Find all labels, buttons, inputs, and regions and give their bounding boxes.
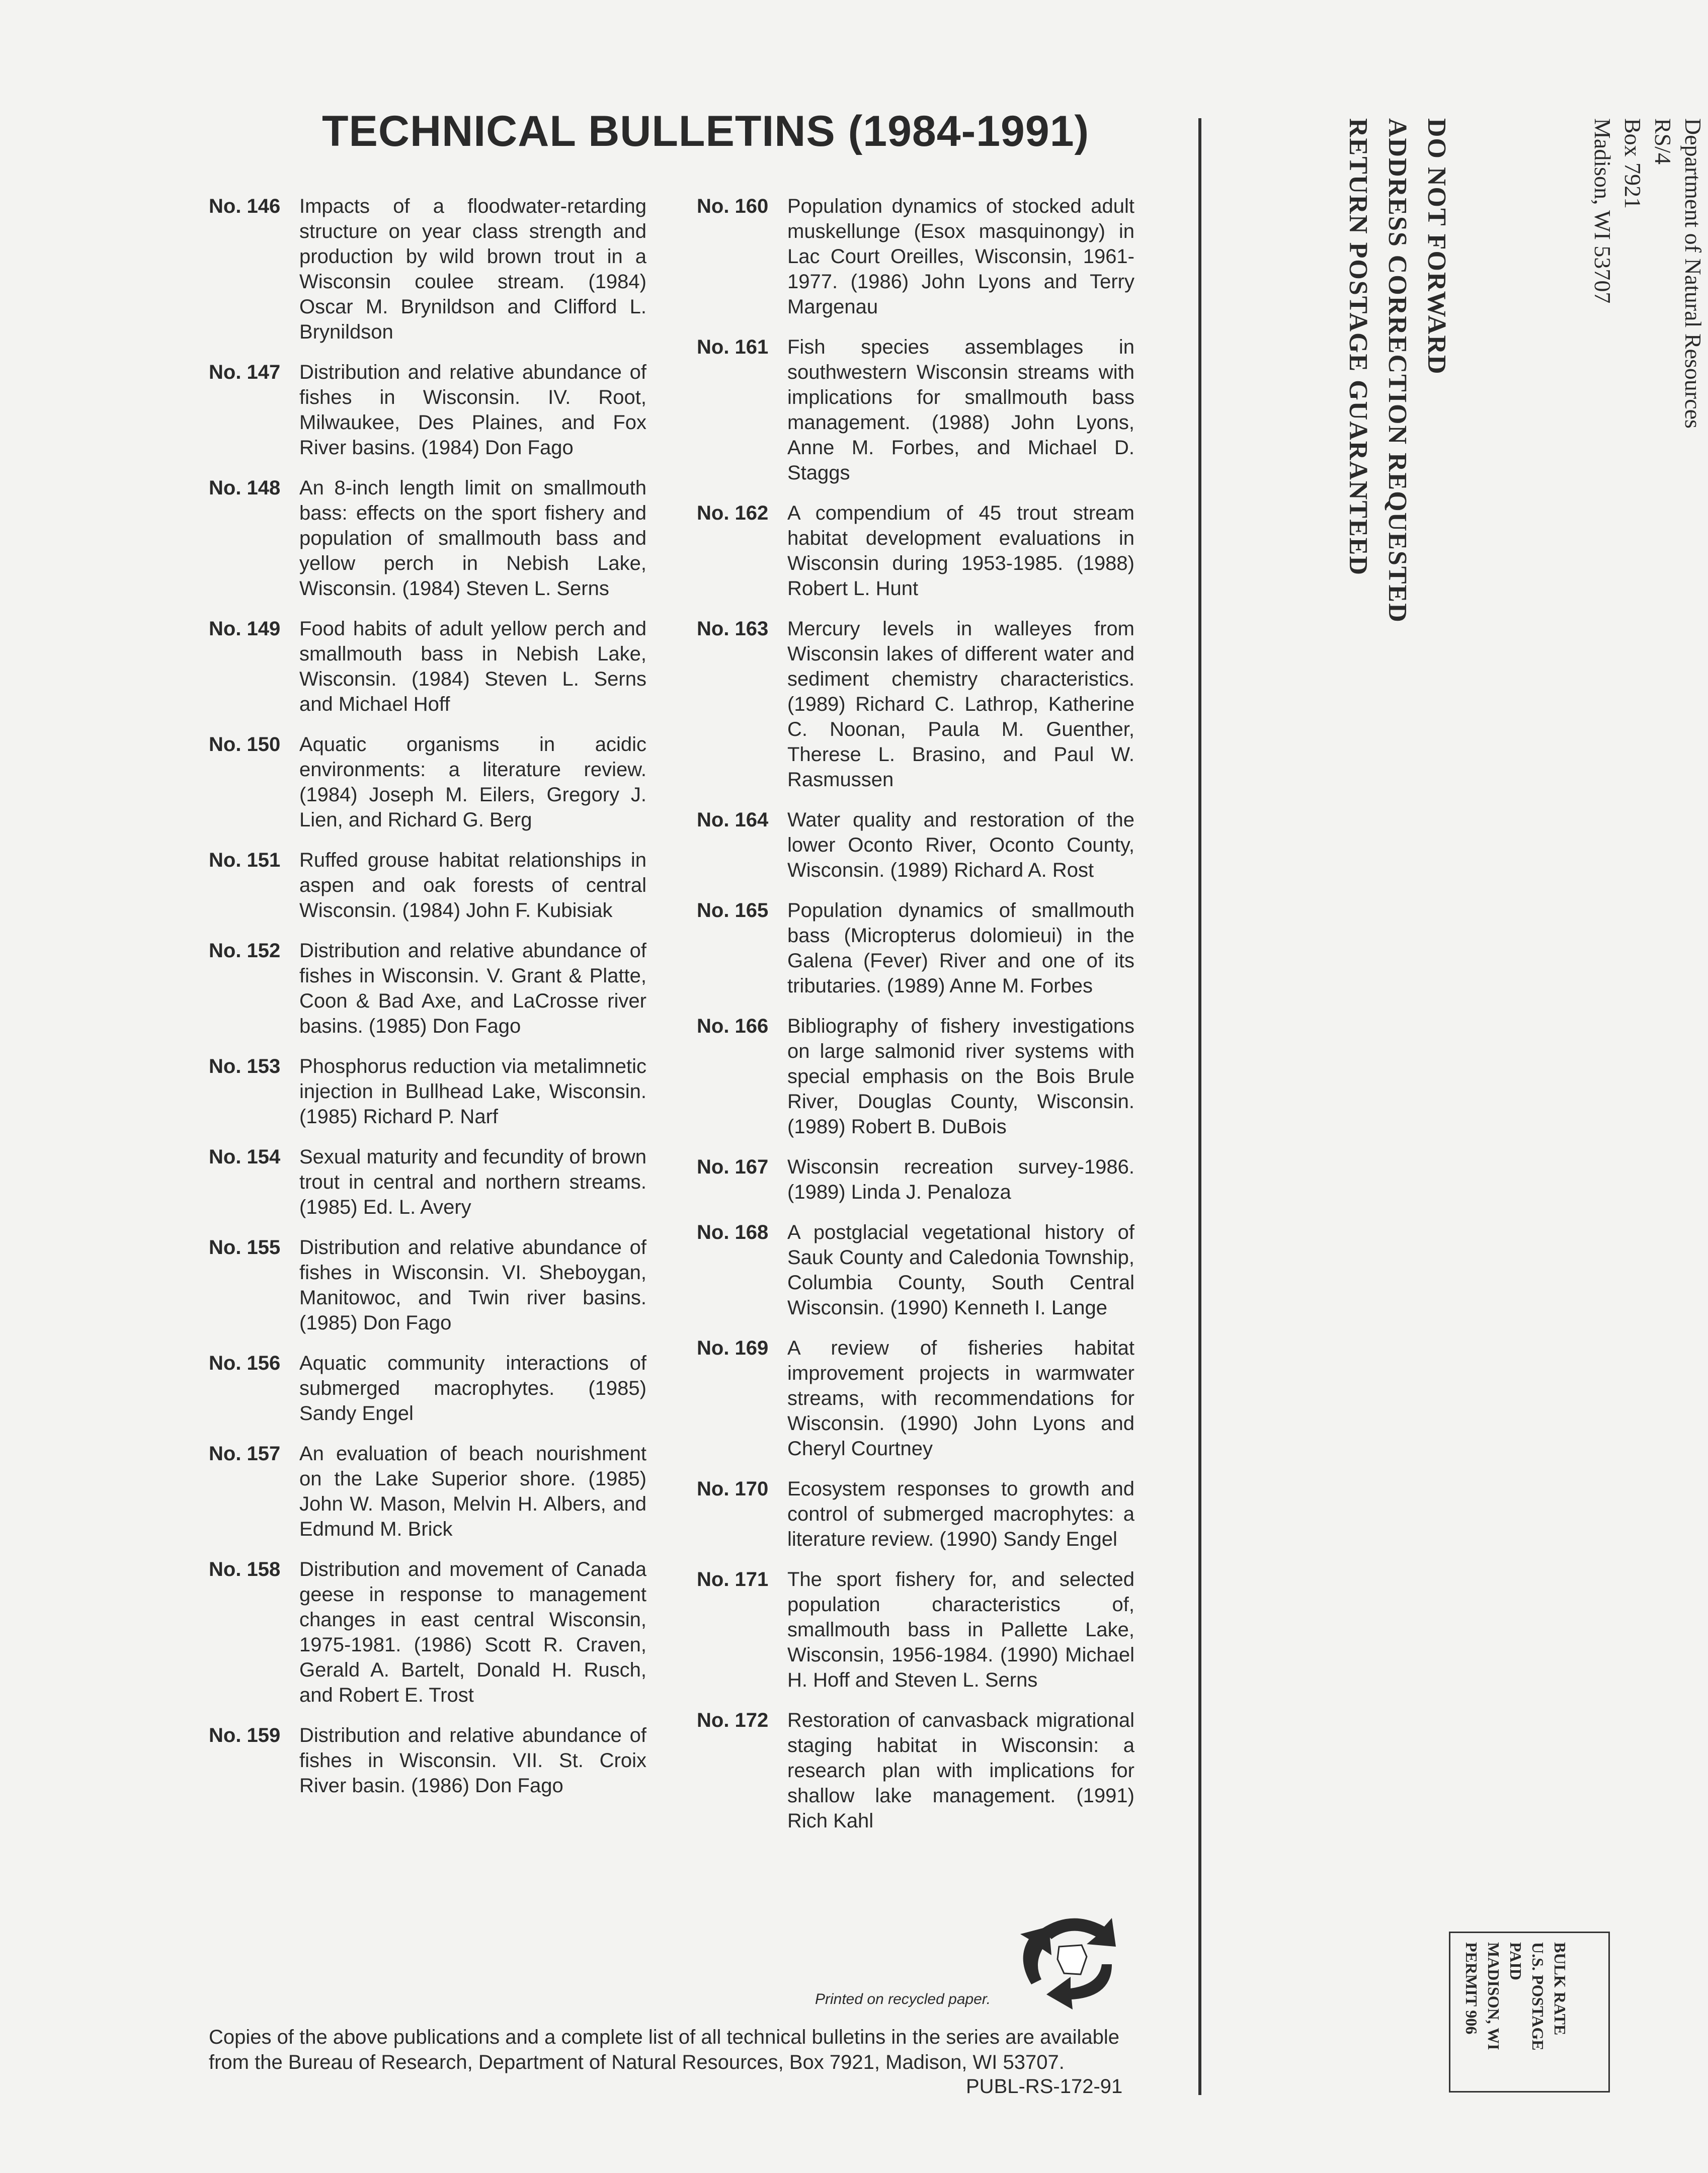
bulletin-entry	[697, 1154, 1134, 1205]
bulletin-number: No. 166	[697, 1015, 769, 1037]
bulletin-list-left	[209, 194, 646, 1813]
stamp-line: BULK RATE	[1551, 1942, 1569, 2036]
bulletin-entry	[209, 194, 646, 345]
bulletin-number: No. 162	[697, 502, 769, 524]
bulletin-entry	[697, 1220, 1134, 1320]
bulletin-description: Population dynamics of smallmouth bass (Micropterus dolomieui) in the Galena (Fever) River and one of its tributaries. (1989) Anne M. Forbes	[787, 899, 1134, 997]
bulletin-description: Sexual maturity and fecundity of brown trout in central and northern streams. (1985) Ed. L. Avery	[299, 1146, 646, 1218]
stamp-line: MADISON, WI	[1485, 1942, 1503, 2050]
bulletin-entry	[209, 1351, 646, 1426]
bulletin-number: No. 168	[697, 1221, 769, 1243]
bulletin-description: Distribution and relative abundance of fishes in Wisconsin. V. Grant & Platte, Coon & Bad Axe, and LaCrosse river basins. (1985) Don Fago	[299, 940, 646, 1037]
bulletin-description: An evaluation of beach nourishment on the Lake Superior shore. (1985) John W. Mason, Melvin H. Albers, and Edmund M. Brick	[299, 1443, 646, 1540]
publication-id: PUBL-RS-172-91	[966, 2075, 1123, 2098]
bulletin-entry	[209, 1235, 646, 1335]
stamp-line: PAID	[1507, 1942, 1525, 1980]
vertical-divider	[1198, 118, 1201, 2095]
bulletin-description: Aquatic community interactions of submerged macrophytes. (1985) Sandy Engel	[299, 1352, 646, 1425]
bulletin-number: No. 152	[209, 940, 281, 962]
bulletin-description: Mercury levels in walleyes from Wisconsin lakes of different water and sediment chemistry characteristics. (1989) Richard C. Lathrop, Katherine C. Noonan, Paula M. Guenther, Therese L. Brasino, and Paul W. Rasmussen	[787, 618, 1134, 791]
bulletin-description: Food habits of adult yellow perch and smallmouth bass in Nebish Lake, Wisconsin. (1984) Steven L. Serns and Michael Hoff	[299, 618, 646, 715]
bulletin-number: No. 147	[209, 361, 281, 383]
bulletin-list-right	[697, 194, 1134, 1849]
bulletin-number: No. 172	[697, 1709, 769, 1731]
bulletin-description: Impacts of a floodwater-retarding structure on year class strength and production by wild brown trout in a Wisconsin coulee stream. (1984) Oscar M. Brynildson and Clifford L. Brynildson	[299, 195, 646, 343]
bulletin-description: Population dynamics of stocked adult muskellunge (Esox masquinongy) in Lac Court Oreilles, Wisconsin, 1961-1977. (1986) John Lyons and Terry Margenau	[787, 195, 1134, 318]
bulletin-entry	[209, 1441, 646, 1542]
bulletin-entry	[697, 1708, 1134, 1833]
stamp-line: PERMIT 906	[1462, 1942, 1481, 2035]
bulletin-entry	[209, 732, 646, 832]
bulletin-number: No. 154	[209, 1146, 281, 1168]
page-title: TECHNICAL BULLETINS (1984-1991)	[322, 107, 1090, 155]
bulletin-number: No. 150	[209, 733, 281, 756]
bulletin-description: A compendium of 45 trout stream habitat development evaluations in Wisconsin during 1953-1985. (1988) Robert L. Hunt	[787, 502, 1134, 600]
bulletin-number: No. 156	[209, 1352, 281, 1374]
bulletin-number: No. 151	[209, 849, 281, 871]
bulletin-number: No. 171	[697, 1568, 769, 1591]
bulletin-entry	[697, 335, 1134, 485]
bulletin-number: No. 169	[697, 1337, 769, 1359]
bulletin-number: No. 159	[209, 1724, 281, 1746]
bulletin-entry	[697, 807, 1134, 883]
bulletin-number: No. 163	[697, 618, 769, 640]
bulletin-number: No. 148	[209, 477, 281, 499]
bulletin-number: No. 161	[697, 336, 769, 358]
bulletin-description: Distribution and relative abundance of fishes in Wisconsin. VI. Sheboygan, Manitowoc, and Twin river basins. (1985) Don Fago	[299, 1236, 646, 1334]
bulletin-entry	[697, 1476, 1134, 1552]
postage-stamp	[1449, 1932, 1610, 2093]
bulletin-entry	[209, 475, 646, 601]
bulletin-description: A postglacial vegetational history of Sauk County and Caledonia Township, Columbia County, South Central Wisconsin. (1990) Kenneth I. Lange	[787, 1221, 1134, 1319]
bulletin-entry	[697, 1014, 1134, 1139]
bulletin-description: Restoration of canvasback migrational staging habitat in Wisconsin: a research plan with implications for shallow lake management. (1991) Rich Kahl	[787, 1709, 1134, 1832]
return-address	[1587, 118, 1708, 429]
bulletin-entry	[697, 500, 1134, 601]
bulletin-number: No. 170	[697, 1478, 769, 1500]
bulletin-number: No. 158	[209, 1558, 281, 1580]
bulletin-entry	[209, 1557, 646, 1708]
bulletin-number: No. 164	[697, 809, 769, 831]
bulletin-number: No. 155	[209, 1236, 281, 1259]
bulletin-description: Bibliography of fishery investigations on large salmonid river systems with special emphasis on the Bois Brule River, Douglas County, Wisconsin. (1989) Robert B. DuBois	[787, 1015, 1134, 1138]
bulletin-entry	[697, 194, 1134, 319]
bulletin-entry	[209, 1054, 646, 1129]
bulletin-description: Distribution and relative abundance of fishes in Wisconsin. IV. Root, Milwaukee, Des Plaines, and Fox River basins. (1984) Don Fago	[299, 361, 646, 459]
bulletin-entry	[697, 1335, 1134, 1461]
bulletin-number: No. 153	[209, 1055, 281, 1077]
bulletin-number: No. 157	[209, 1443, 281, 1465]
bulletin-entry	[209, 848, 646, 923]
bulletin-entry	[697, 898, 1134, 998]
bulletin-description: Aquatic organisms in acidic environments: a literature review. (1984) Joseph M. Eilers, Gregory J. Lien, and Richard G. Berg	[299, 733, 646, 831]
bulletin-description: An 8-inch length limit on smallmouth bass: effects on the sport fishery and population of smallmouth bass and yellow perch in Nebish Lake, Wisconsin. (1984) Steven L. Serns	[299, 477, 646, 600]
recycle-wisconsin-icon	[1011, 1909, 1132, 2004]
bulletin-number: No. 149	[209, 618, 281, 640]
bulletin-number: No. 167	[697, 1156, 769, 1178]
bulletin-number: No. 146	[209, 195, 281, 217]
bulletin-description: Phosphorus reduction via metalimnetic injection in Bullhead Lake, Wisconsin. (1985) Richard P. Narf	[299, 1055, 646, 1128]
bulletin-description: Water quality and restoration of the lower Oconto River, Oconto County, Wisconsin. (1989) Richard A. Rost	[787, 809, 1134, 881]
bulletin-entry	[209, 1723, 646, 1798]
recycled-paper-note: Printed on recycled paper.	[815, 1991, 991, 2008]
bulletin-description: Ecosystem responses to growth and control of submerged macrophytes: a literature review. (1990) Sandy Engel	[787, 1478, 1134, 1550]
bulletin-description: Fish species assemblages in southwestern Wisconsin streams with implications for smallmouth bass management. (1988) John Lyons, Anne M. Forbes, and Michael D. Staggs	[787, 336, 1134, 484]
bulletin-entry	[697, 616, 1134, 792]
stamp-line: U.S. POSTAGE	[1529, 1942, 1547, 2051]
footer-note: Copies of the above publications and a complete list of all technical bulletins in the series are available from the Bureau of Research, Department of Natural Resources, Box 7921, Madison, WI 53707.	[209, 2026, 1119, 2073]
bulletin-description: Distribution and relative abundance of fishes in Wisconsin. VII. St. Croix River basin. (1986) Don Fago	[299, 1724, 646, 1797]
bulletin-number: No. 165	[697, 899, 769, 922]
address-line: Box 7921	[1620, 118, 1646, 209]
stamp-text	[1460, 1942, 1571, 2050]
bulletin-entry	[209, 360, 646, 460]
bulletin-entry	[697, 1567, 1134, 1693]
notice-line: DO NOT FORWARD	[1422, 118, 1451, 375]
bulletin-description: Ruffed grouse habitat relationships in aspen and oak forests of central Wisconsin. (1984) John F. Kubisiak	[299, 849, 646, 922]
notice-line: RETURN POSTAGE GUARANTEED	[1344, 118, 1372, 576]
bulletin-description: A review of fisheries habitat improvement projects in warmwater streams, with recommendations for Wisconsin. (1990) John Lyons and Cheryl Courtney	[787, 1337, 1134, 1460]
address-line: Department of Natural Resources	[1680, 118, 1706, 429]
bulletin-entry	[209, 1144, 646, 1220]
mailing-notice	[1338, 118, 1456, 623]
bulletin-description: Wisconsin recreation survey-1986. (1989) Linda J. Penaloza	[787, 1156, 1134, 1203]
bulletin-description: Distribution and movement of Canada geese in response to management changes in east central Wisconsin, 1975-1981. (1986) Scott R. Craven, Gerald A. Bartelt, Donald H. Rusch, and Robert E. Trost	[299, 1558, 646, 1706]
bulletin-description: The sport fishery for, and selected population characteristics of, smallmouth bass in Pallette Lake, Wisconsin, 1956-1984. (1990) Michael H. Hoff and Steven L. Serns	[787, 1568, 1134, 1691]
address-line: Madison, WI 53707	[1590, 118, 1615, 304]
bulletin-entry	[209, 938, 646, 1039]
bulletin-number: No. 160	[697, 195, 769, 217]
bulletin-entry	[209, 616, 646, 717]
notice-line: ADDRESS CORRECTION REQUESTED	[1383, 118, 1412, 623]
address-line: RS/4	[1650, 118, 1676, 165]
